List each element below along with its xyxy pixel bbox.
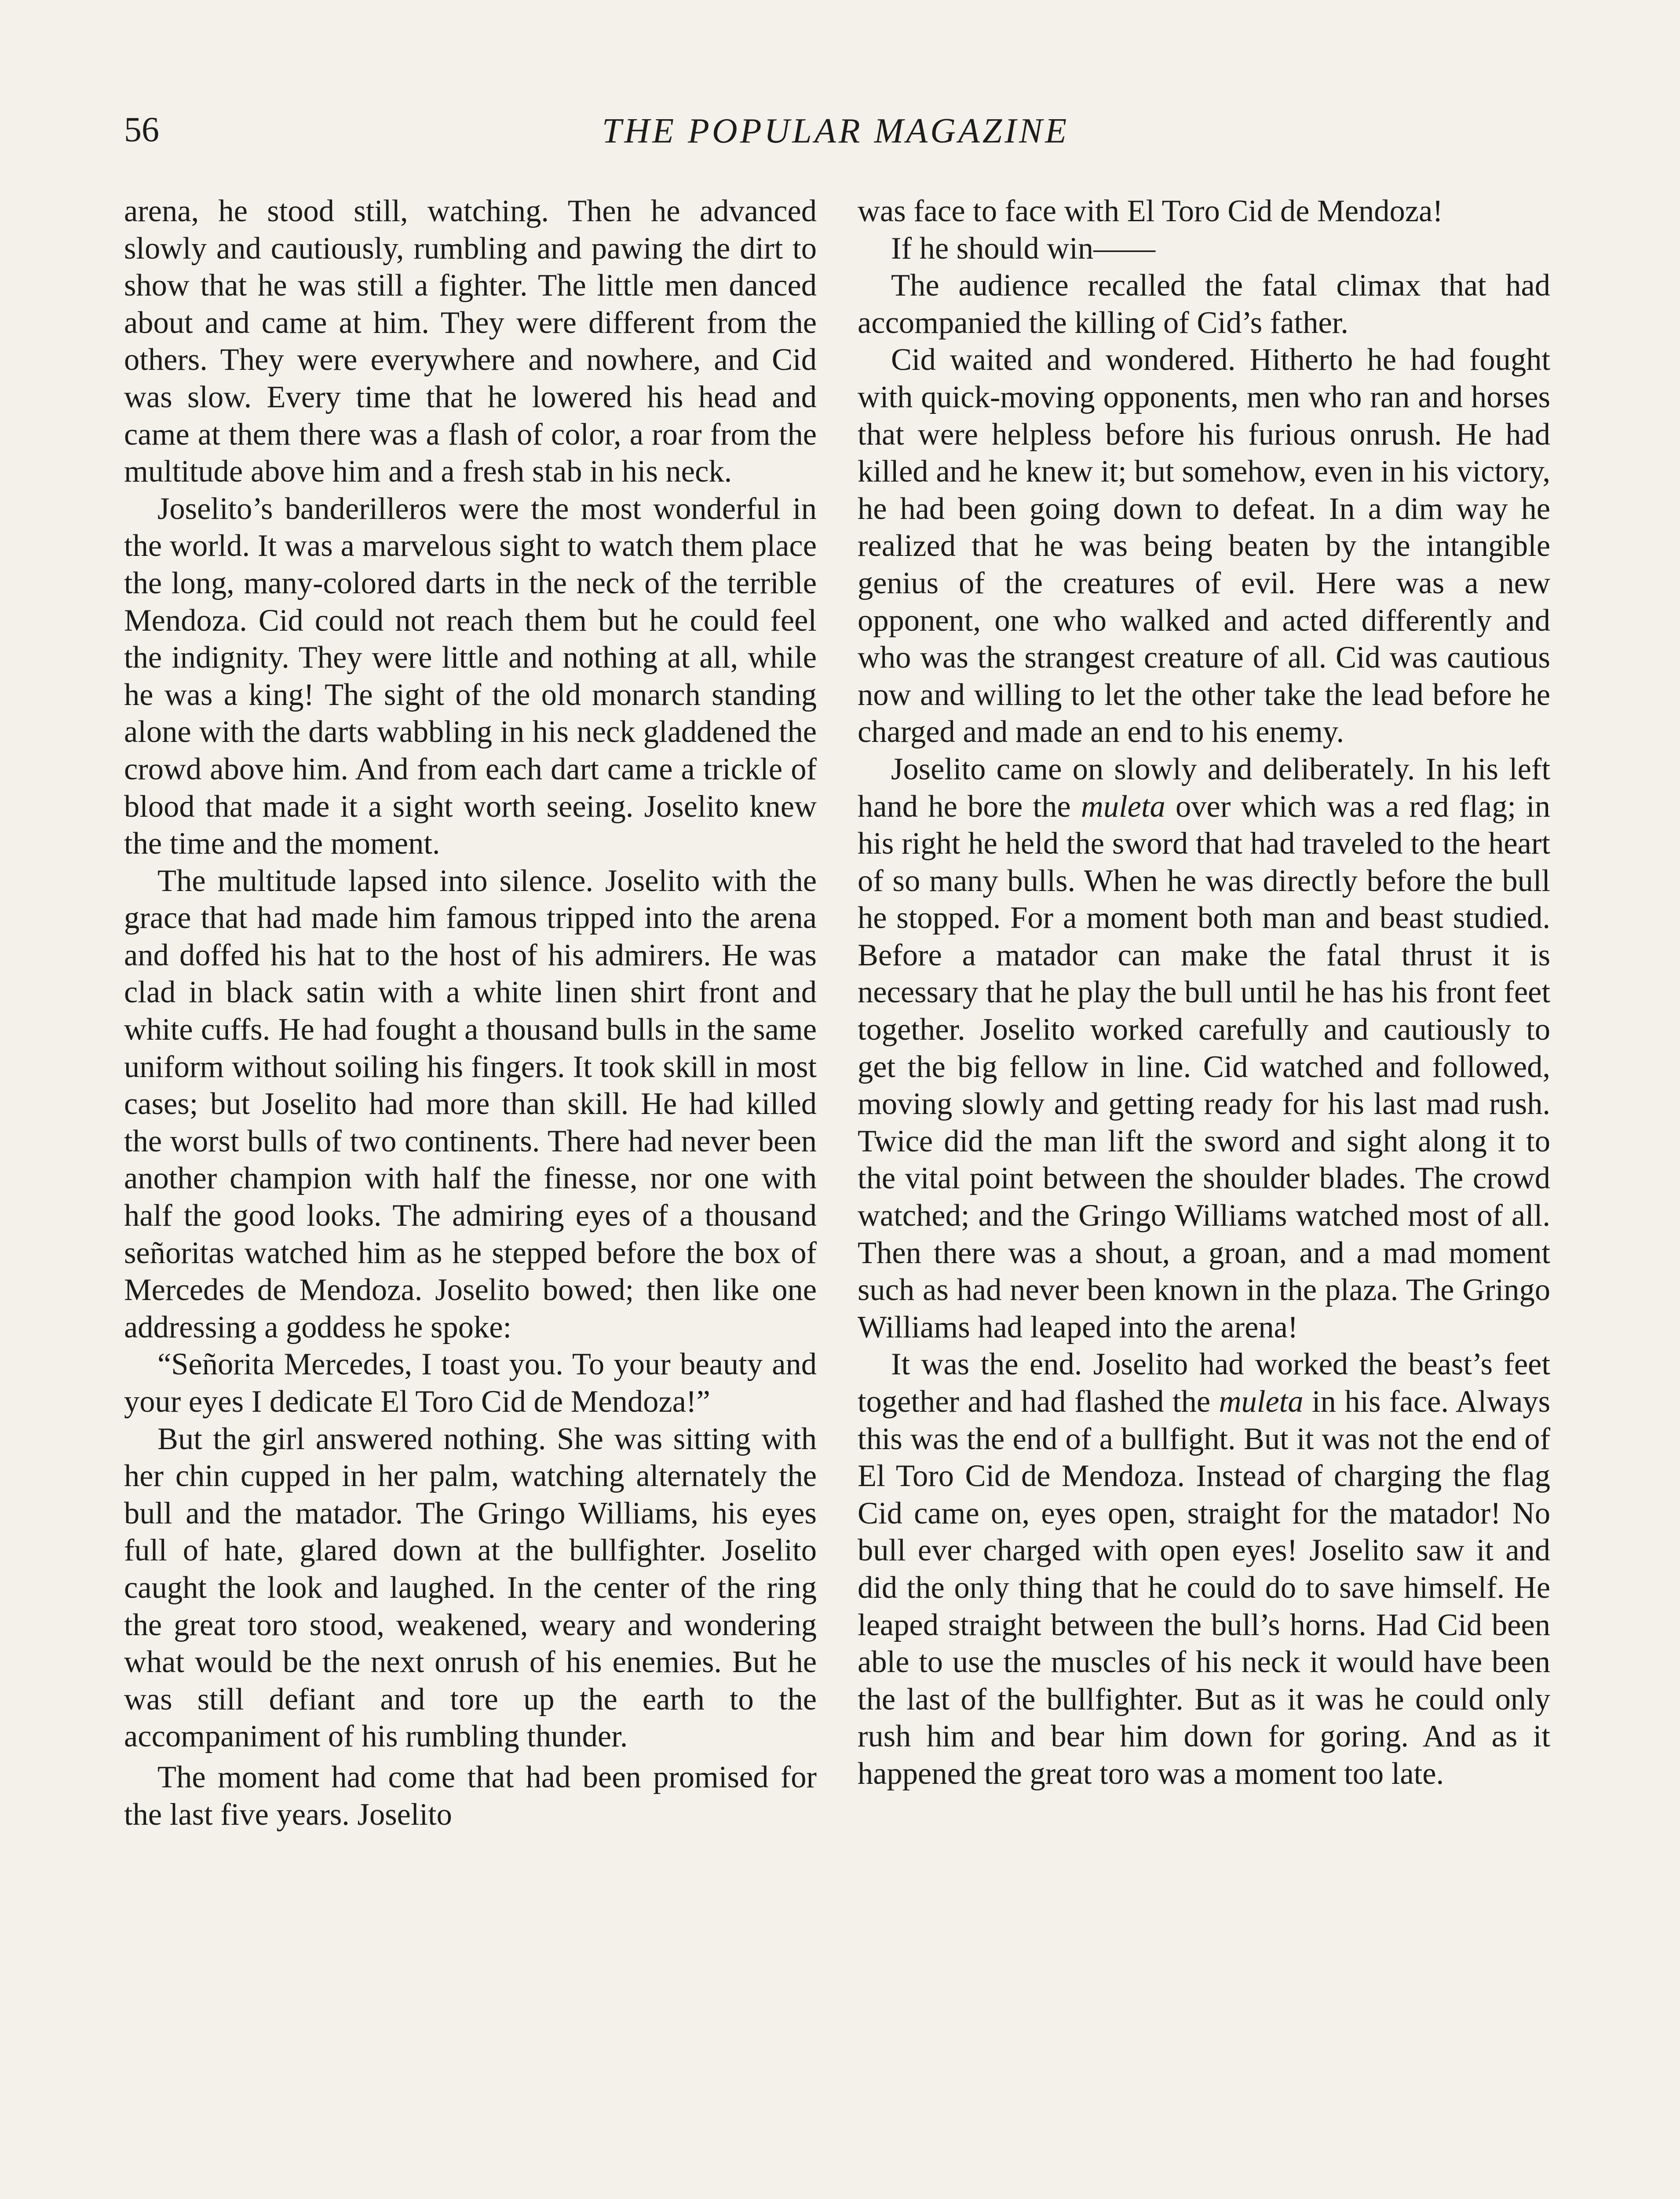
paragraph: If he should win——	[891, 231, 1156, 266]
right-column	[858, 193, 1550, 1793]
paragraph: Joselito came on slowly and deliberately. In his left hand he bore the muleta over which was a red flag; in his right he held the sword that had traveled to the heart of so many bulls. When he was directly before the bull he stopped. For a moment both man and beast studied. Before a matador can make the fatal thrust it is necessary that he play the bull until he has his front feet together. Joselito worked carefully and cautiously to get the big fellow in line. Cid watched and followed, moving slowly and getting ready for his last mad rush. Twice did the man lift the sword and sight along it to the vital point between the shoulder blades. The crowd watched; and the Gringo Williams watched most of all. Then there was a shout, a groan, and a mad moment such as had never been known in the plaza. The Gringo Williams had leaped into the arena!	[858, 752, 1550, 1344]
running-head: THE POPULAR MAGAZINE	[602, 112, 1070, 150]
paragraph: “Señorita Mercedes, I toast you. To your beauty and your eyes I dedicate El Toro Cid de Mendoza!”	[124, 1347, 817, 1419]
paragraph: The moment had come that had been promised for the last five years. Joselito	[124, 1760, 817, 1832]
italic-term: muleta	[1219, 1384, 1304, 1419]
paragraph: It was the end. Joselito had worked the beast’s feet together and had flashed the muleta in his face. Always this was the end of a bullfight. But it was not the end of El Toro Cid de Mendoza. Instead of charging the flag Cid came on, eyes open, straight for the matador! No bull ever charged with open eyes! Joselito saw it and did the only thing that he could do to save himself. He leaped straight between the bull’s horns. Had Cid been able to use the muscles of his neck it would have been the last of the bullfighter. But as it was he could only rush him and bear him down for goring. And as it happened the great toro was a moment too late.	[858, 1347, 1550, 1791]
paragraph: The multitude lapsed into silence. Joselito with the grace that had made him famous tripped into the arena and doffed his hat to the host of his admirers. He was clad in black satin with a white linen shirt front and white cuffs. He had fought a thousand bulls in the same uniform without soiling his fingers. It took skill in most cases; but Joselito had more than skill. He had killed the worst bulls of two continents. There had never been another champion with half the finesse, nor one with half the good looks. The admiring eyes of a thousand señoritas watched him as he stepped before the box of Mercedes de Mendoza. Joselito bowed; then like one addressing a goddess he spoke:	[124, 863, 817, 1344]
paragraph: arena, he stood still, watching. Then he advanced slowly and cautiously, rumbling and pawing the dirt to show that he was still a fighter. The little men danced about and came at him. They were different from the others. They were everywhere and nowhere, and Cid was slow. Every time that he lowered his head and came at them there was a flash of color, a roar from the multitude above him and a fresh stab in his neck.	[124, 194, 817, 489]
paragraph: was face to face with El Toro Cid de Mendoza!	[858, 194, 1443, 228]
left-column	[124, 193, 817, 1833]
page-number: 56	[124, 110, 159, 149]
paragraph: The audience recalled the fatal climax that had accompanied the killing of Cid’s father.	[858, 268, 1550, 340]
paragraph: Joselito’s banderilleros were the most wonderful in the world. It was a marvelous sight to watch them place the long, many-colored darts in the neck of the terrible Mendoza. Cid could not reach them but he could feel the indignity. They were little and nothing at all, while he was a king! The sight of the old monarch standing alone with the darts wabbling in his neck gladdened the crowd above him. And from each dart came a trickle of blood that made it a sight worth seeing. Joselito knew the time and the moment.	[124, 491, 817, 861]
paragraph: But the girl answered nothing. She was sitting with her chin cupped in her palm, watching alternately the bull and the matador. The Gringo Williams, his eyes full of hate, glared down at the bullfighter. Joselito caught the look and laughed. In the center of the ring the great toro stood, weakened, weary and wondering what would be the next onrush of his enemies. But he was still defiant and tore up the earth to the accompaniment of his rumbling thunder.	[124, 1421, 817, 1754]
paragraph: Cid waited and wondered. Hitherto he had fought with quick-moving opponents, men who ran and horses that were helpless before his furious onrush. He had killed and he knew it; but somehow, even in his victory, he had been going down to defeat. In a dim way he realized that he was being beaten by the intangible genius of the creatures of evil. Here was a new opponent, one who walked and acted differently and who was the strangest creature of all. Cid was cautious now and willing to let the other take the lead before he charged and made an end to his enemy.	[858, 343, 1550, 749]
italic-term: muleta	[1081, 789, 1165, 824]
